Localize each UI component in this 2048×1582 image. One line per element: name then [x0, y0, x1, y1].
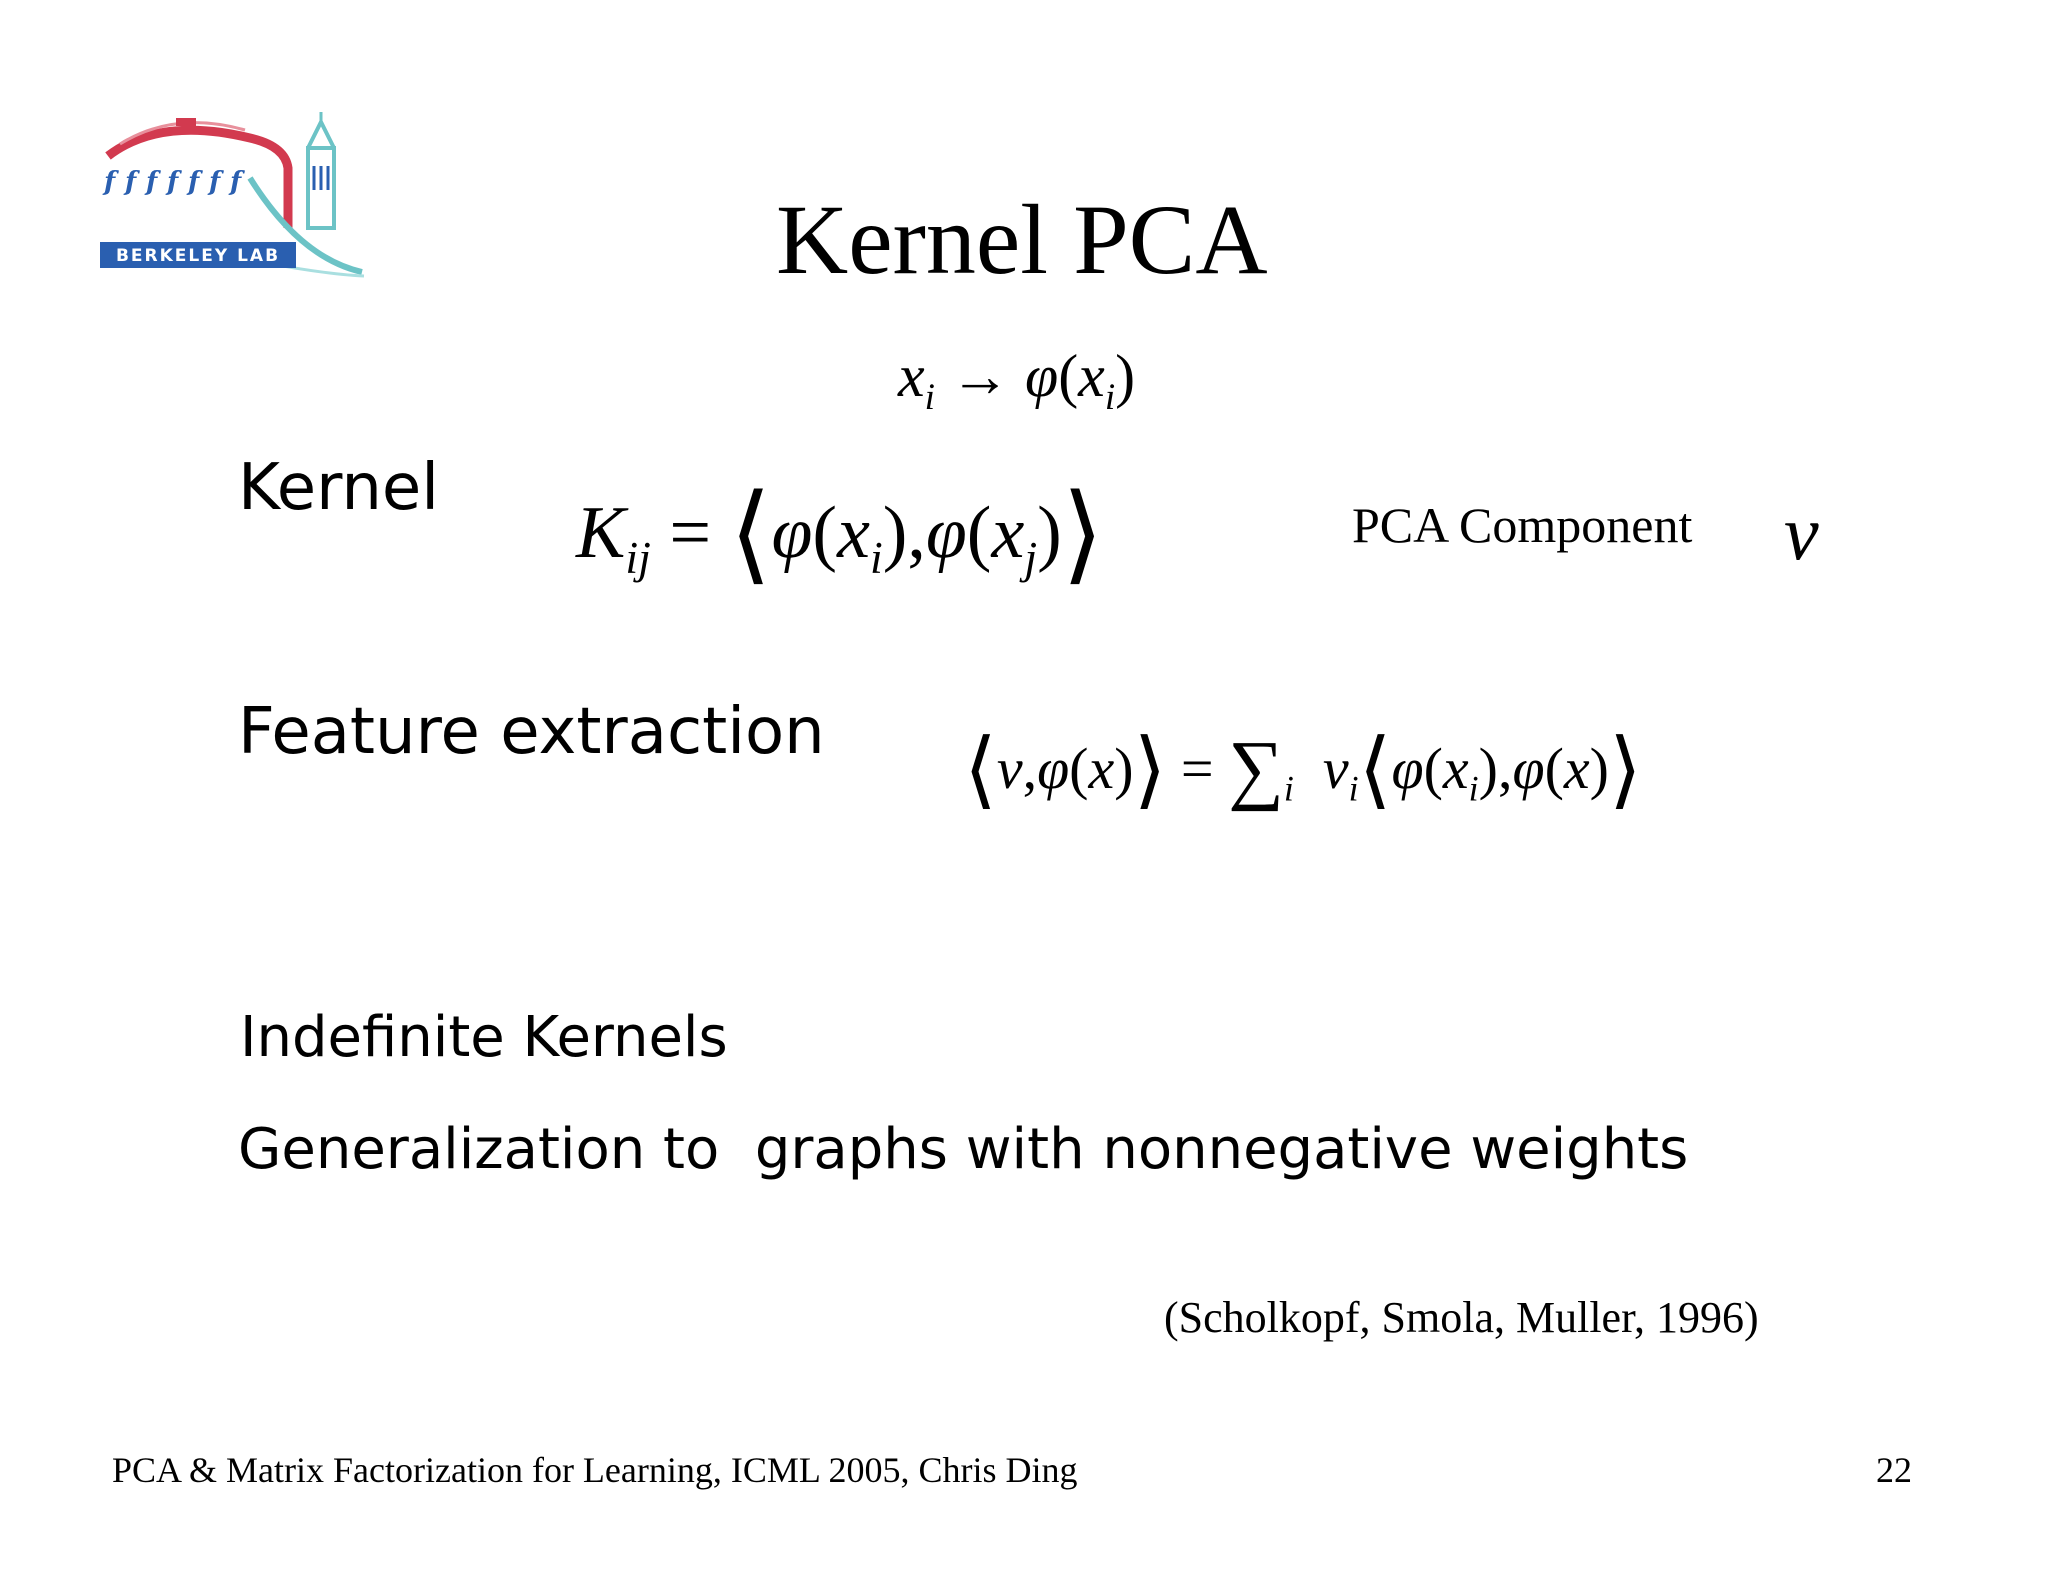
- k-symbol: K: [576, 492, 626, 574]
- v-symbol: v: [996, 736, 1023, 801]
- svg-text:f: f: [167, 167, 179, 197]
- svg-text:f: f: [230, 167, 242, 197]
- left-angle-bracket: ⟨: [729, 474, 772, 594]
- subscript-i: i: [1283, 768, 1294, 809]
- x-symbol: x: [898, 343, 925, 409]
- generalization-text: Generalization to graphs with nonnegative weights: [238, 1117, 1689, 1182]
- x-symbol: x: [1442, 736, 1469, 801]
- subscript-i: i: [1348, 768, 1359, 809]
- open-paren: (: [1058, 343, 1079, 409]
- logo-text: BERKELEY LAB: [115, 246, 281, 266]
- subscript-i: i: [924, 377, 935, 419]
- pca-component-label: PCA Component: [1352, 497, 1693, 553]
- subscript-i: i: [869, 532, 883, 584]
- close-paren-comma: ),: [1478, 736, 1513, 801]
- phi-symbol: φ: [1024, 343, 1059, 409]
- close-paren: ): [1589, 736, 1609, 801]
- mapping-formula: [898, 343, 1136, 419]
- right-angle-bracket: ⟩: [1133, 724, 1167, 818]
- close-paren: ): [1115, 343, 1136, 409]
- svg-text:f: f: [209, 167, 221, 197]
- v-symbol: v: [1322, 736, 1349, 801]
- svg-text:f: f: [188, 167, 200, 197]
- comma: ,: [1022, 736, 1038, 801]
- right-angle-bracket: ⟩: [1608, 724, 1642, 818]
- subscript-j: j: [1024, 532, 1038, 584]
- x-symbol: x: [1078, 343, 1105, 409]
- x-symbol: x: [837, 492, 870, 574]
- equals-sign: =: [1166, 736, 1229, 801]
- feature-extraction-label: Feature extraction: [238, 695, 825, 769]
- berkeley-lab-logo: [100, 108, 366, 280]
- subscript-ij: ij: [625, 532, 651, 584]
- subscript-i: i: [1104, 377, 1116, 419]
- arrow-symbol: →: [949, 343, 1010, 409]
- x-symbol: x: [1563, 736, 1590, 801]
- phi-symbol: φ: [1037, 736, 1070, 801]
- citation: (Scholkopf, Smola, Muller, 1996): [1164, 1293, 1759, 1342]
- svg-text:f: f: [146, 167, 158, 197]
- sum-symbol: ∑: [1228, 724, 1284, 812]
- phi-symbol: φ: [925, 492, 967, 574]
- left-angle-bracket: ⟨: [964, 724, 997, 818]
- open-paren: (: [966, 492, 992, 574]
- left-angle-bracket: ⟨: [1358, 724, 1392, 818]
- phi-symbol: φ: [1512, 736, 1545, 801]
- slide-title: Kernel PCA: [776, 184, 1268, 295]
- close-paren: ): [1037, 492, 1062, 574]
- subscript-i: i: [1468, 768, 1479, 809]
- x-symbol: x: [1088, 736, 1115, 801]
- kernel-formula: [576, 474, 1104, 594]
- pca-component-symbol: v: [1784, 489, 1819, 576]
- page-number: 22: [1876, 1450, 1912, 1490]
- close-paren-comma: ),: [882, 492, 926, 574]
- close-paren: ): [1114, 736, 1134, 801]
- right-angle-bracket: ⟩: [1061, 474, 1104, 594]
- equals-sign: =: [650, 492, 712, 574]
- indefinite-kernels-text: Indefinite Kernels: [240, 1005, 728, 1070]
- open-paren: (: [1423, 736, 1443, 801]
- svg-text:f: f: [125, 167, 137, 197]
- open-paren: (: [812, 492, 838, 574]
- feature-extraction-formula: [964, 724, 1642, 818]
- phi-symbol: φ: [1391, 736, 1424, 801]
- open-paren: (: [1544, 736, 1564, 801]
- svg-text:f: f: [104, 167, 116, 197]
- x-symbol: x: [991, 492, 1025, 574]
- open-paren: (: [1069, 736, 1089, 801]
- phi-symbol: φ: [771, 492, 813, 574]
- footer-text: PCA & Matrix Factorization for Learning, ICML 2005, Chris Ding: [112, 1450, 1078, 1490]
- kernel-label: Kernel: [238, 451, 440, 525]
